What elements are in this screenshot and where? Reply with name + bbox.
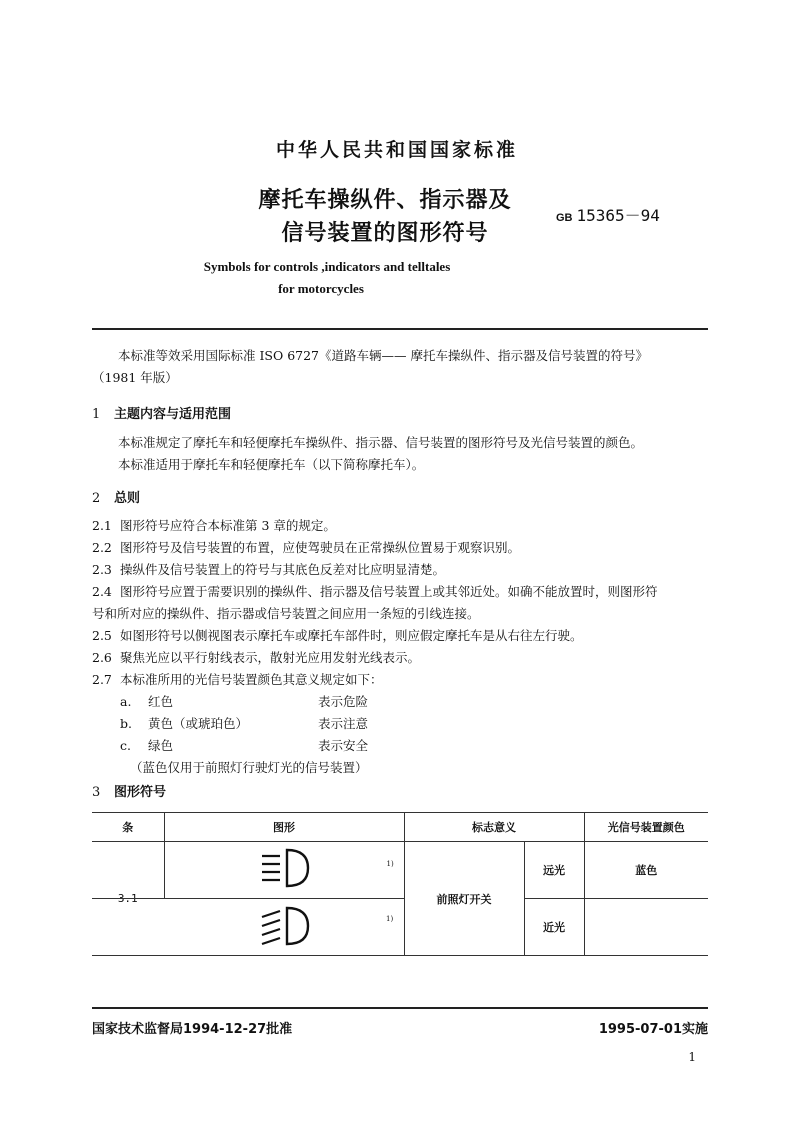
clause-number: 2.6	[92, 650, 112, 665]
light-color-low-beam	[584, 899, 708, 956]
code-prefix: GB	[556, 212, 573, 224]
intro-line-1: 本标准等效采用国际标准 ISO 6727《道路车辆—— 摩托车操纵件、指示器及信号装置的符号》	[118, 348, 648, 363]
section-3-title: 图形符号	[114, 785, 167, 800]
english-title-line-2: for motorcycles	[278, 281, 364, 296]
section-3-heading	[92, 781, 166, 800]
clause-text: 图形符号应置于需要识别的操纵件、指示器及信号装置上或其邻近处。如确不能放置时，则图形符	[120, 584, 658, 599]
clause-text: 本标准所用的光信号装置颜色其意义规定如下：	[120, 672, 383, 687]
section-2-heading	[92, 487, 140, 506]
clause-number: 2.7	[92, 672, 112, 687]
clause-2-6	[92, 648, 420, 668]
clause-text: 号和所对应的操纵件、指示器或信号装置之间应用一条短的引线连接。	[92, 606, 480, 621]
clause-text: 操纵件及信号装置上的符号与其底色反差对比应明显清楚。	[120, 562, 446, 577]
clause-2-2	[92, 538, 520, 558]
light-color-high-beam: 蓝色	[584, 842, 708, 899]
section-1-number: 1	[92, 407, 101, 422]
color-item-b	[120, 714, 368, 734]
section-1-heading	[92, 403, 231, 422]
header-light-color: 光信号装置颜色	[584, 812, 708, 842]
header-meaning: 标志意义	[404, 812, 584, 842]
row-meaning: 前照灯开关	[404, 842, 524, 956]
header-rule	[92, 328, 708, 330]
color-meaning: 表示注意	[318, 716, 369, 731]
page-number: 1	[688, 1050, 696, 1064]
approval-note: 国家技术监督局1994-12-27批准	[92, 1022, 293, 1037]
footnote-mark: 1)	[386, 915, 394, 923]
header-figure: 图形	[164, 812, 404, 842]
header-clause: 条	[92, 812, 164, 842]
clause-2-4	[92, 582, 658, 602]
high-beam-symbol-cell	[164, 842, 404, 899]
color-key: c.	[120, 738, 131, 753]
standard-code	[556, 203, 660, 226]
code-number: 15365－94	[576, 206, 660, 225]
clause-number: 2.1	[92, 518, 112, 533]
title-line-1: 摩托车操纵件、指示器及	[258, 188, 512, 213]
high-beam-icon	[224, 842, 344, 898]
clause-text: 聚焦光应以平行射线表示，散射光应用发射光线表示。	[120, 650, 421, 665]
color-name: 绿色	[148, 738, 174, 753]
color-key: a.	[120, 694, 132, 709]
title-line-2: 信号装置的图形符号	[281, 221, 489, 246]
footnote-mark: 1)	[386, 860, 394, 868]
table-bottom-rule	[92, 955, 708, 956]
table-header-row	[92, 812, 708, 842]
sub-meaning-low-beam: 近光	[524, 899, 584, 956]
section-1-paragraph-1: 本标准规定了摩托车和轻便摩托车操纵件、指示器、信号装置的图形符号及光信号装置的颜色。	[118, 435, 644, 450]
color-item-c	[120, 736, 368, 756]
clause-number: 2.3	[92, 562, 112, 577]
color-meaning: 表示危险	[318, 694, 369, 709]
section-1-paragraph-2: 本标准适用于摩托车和轻便摩托车（以下简称摩托车）。	[118, 457, 425, 472]
symbol-table	[92, 812, 708, 956]
table-row	[92, 842, 708, 899]
english-title-line-1: Symbols for controls ,indicators and telltales	[203, 259, 451, 274]
color-meaning: 表示安全	[318, 738, 369, 753]
color-name: 黄色（或琥珀色）	[148, 716, 249, 731]
color-note: （蓝色仅用于前照灯行驶灯光的信号装置）	[130, 760, 368, 775]
clause-text: 如图形符号以侧视图表示摩托车或摩托车部件时，则应假定摩托车是从右往左行驶。	[120, 628, 583, 643]
effective-date: 1995-07-01实施	[598, 1022, 708, 1037]
clause-2-5	[92, 626, 583, 646]
clause-number: 2.2	[92, 540, 112, 555]
clause-cell-divider	[92, 898, 216, 899]
intro-line-2: （1981 年版）	[92, 370, 178, 385]
clause-number: 2.4	[92, 584, 112, 599]
clause-2-1	[92, 516, 336, 536]
color-name: 红色	[148, 694, 174, 709]
clause-2-7	[92, 670, 383, 690]
color-item-a	[120, 692, 368, 712]
color-key: b.	[120, 716, 132, 731]
table-row	[92, 899, 708, 956]
clause-number: 2.5	[92, 628, 112, 643]
low-beam-icon	[224, 899, 344, 955]
footer-rule	[92, 1007, 708, 1009]
low-beam-symbol-cell	[164, 899, 404, 956]
section-1-title: 主题内容与适用范围	[114, 407, 232, 422]
clause-2-4-continued	[92, 604, 480, 624]
section-3-number: 3	[92, 785, 101, 800]
clause-2-3	[92, 560, 445, 580]
section-2-title: 总则	[114, 491, 141, 506]
section-2-number: 2	[92, 491, 101, 506]
sub-meaning-high-beam: 远光	[524, 842, 584, 899]
national-standard-heading: 中华人民共和国国家标准	[275, 139, 518, 161]
clause-text: 图形符号应符合本标准第 3 章的规定。	[120, 518, 336, 533]
clause-text: 图形符号及信号装置的布置，应使驾驶员在正常操纵位置易于观察识别。	[120, 540, 521, 555]
